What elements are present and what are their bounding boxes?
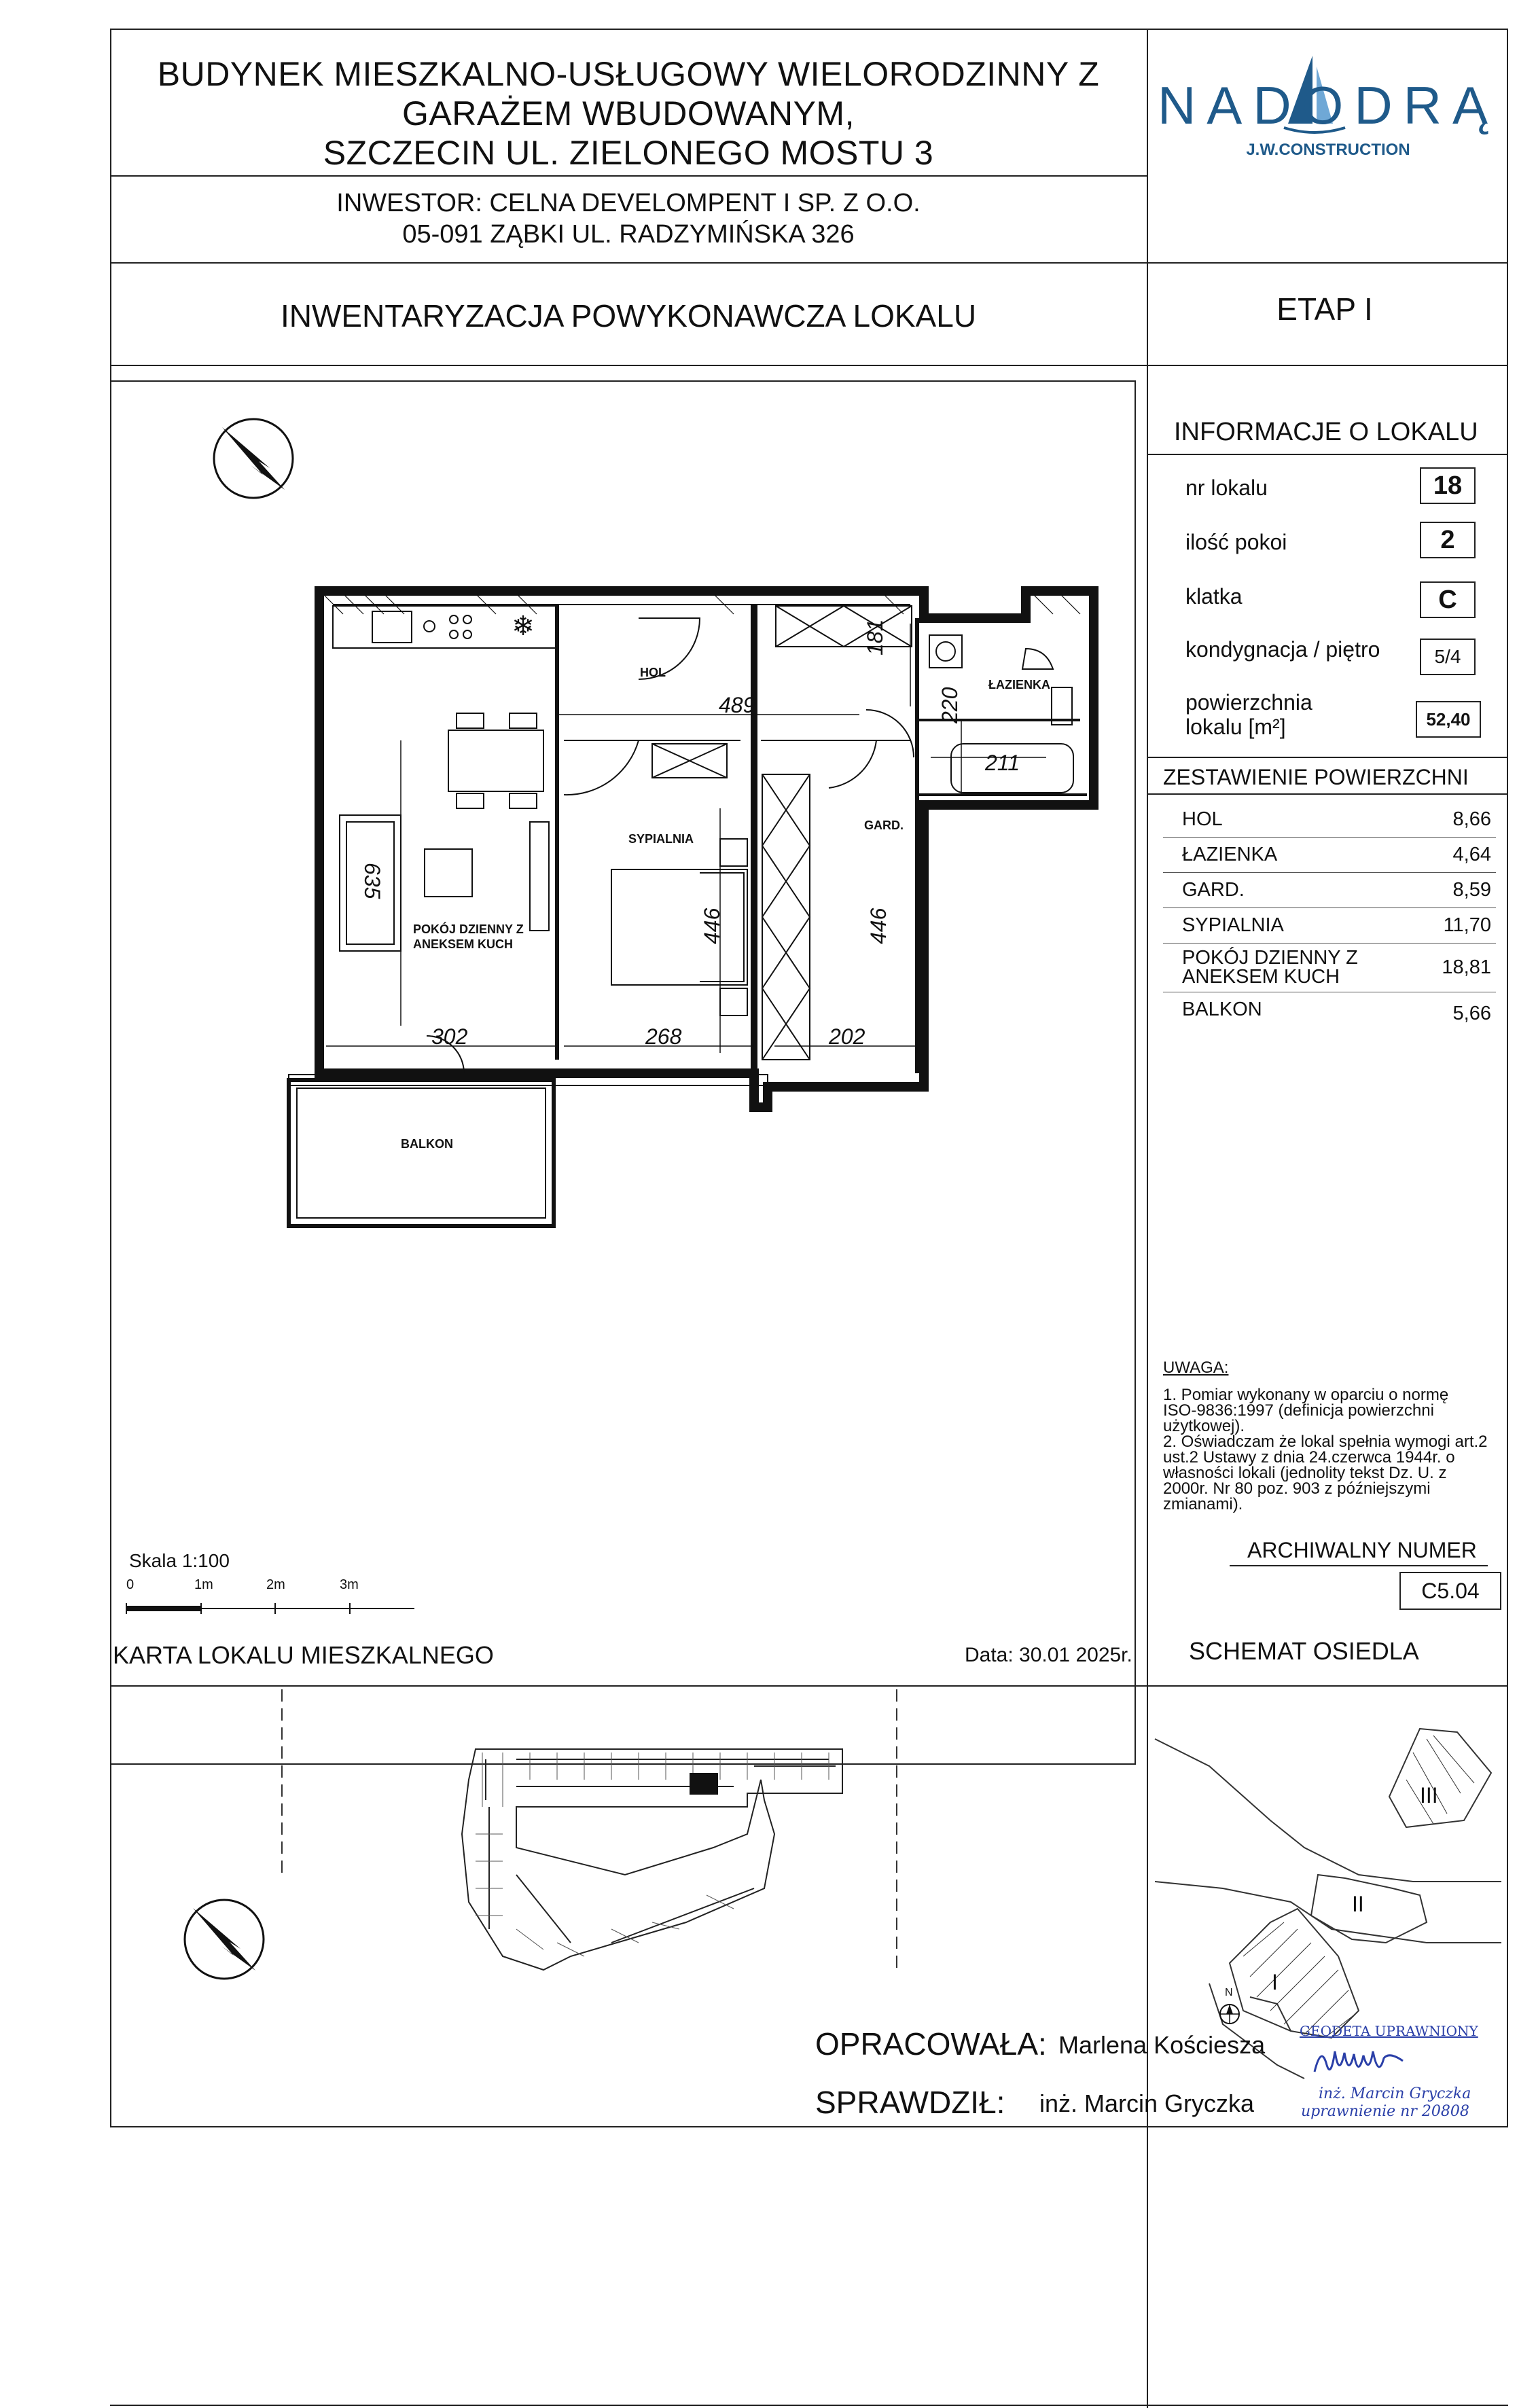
notes-line-7: 2000r. Nr 80 poz. 903 z późniejszymi — [1163, 1479, 1431, 1498]
dim-181: 181 — [863, 619, 887, 655]
area-row-value-balkon: 5,66 — [1452, 1003, 1491, 1024]
info-value-floor: 5/4 — [1420, 639, 1476, 675]
dim-268: 268 — [645, 1024, 682, 1049]
room-label-gard: GARD. — [864, 819, 904, 832]
area-row-value-pokoj: 18,81 — [1442, 956, 1491, 978]
info-label-rooms: ilość pokoi — [1185, 530, 1287, 554]
room-label-hol: HOL — [640, 666, 666, 679]
notes-line-8: zmianami). — [1163, 1495, 1243, 1513]
info-label-floor: kondygnacja / piętro — [1185, 637, 1380, 662]
info-label-unit-number: nr lokalu — [1185, 475, 1268, 500]
notes-line-1: 1. Pomiar wykonany w oparciu o normę — [1163, 1386, 1449, 1404]
info-label-staircase: klatka — [1185, 584, 1243, 609]
room-label-balkon: BALKON — [401, 1137, 453, 1151]
notes-line-5: ust.2 Ustawy z dnia 24.czerwca 1944r. o — [1163, 1448, 1455, 1467]
scale-tick-3m: 3m — [340, 1577, 359, 1592]
logo-brand: NADODRĄ — [1157, 75, 1499, 135]
scale-tick-0: 0 — [126, 1577, 135, 1592]
north-arrow-icon — [185, 1900, 264, 1979]
prepared-label: OPRACOWAŁA: — [815, 2026, 1047, 2062]
area-row-value-gard: 8,59 — [1452, 879, 1491, 901]
area-row-value-lazienka: 4,64 — [1452, 844, 1491, 865]
notes-line-3: użytkowej). — [1163, 1417, 1245, 1435]
dim-202: 202 — [829, 1024, 865, 1049]
fridge-icon: ❄ — [512, 611, 535, 641]
archive-label: ARCHIWALNY NUMER — [1247, 1538, 1477, 1562]
room-label-pokoj-1: POKÓJ DZIENNY Z — [413, 922, 524, 936]
surveyor-stamp — [1294, 2023, 1498, 2125]
info-value-staircase: C — [1420, 581, 1476, 618]
site-north-label: N — [1225, 1987, 1233, 1998]
stamp-line-2: inż. Marcin Gryczka — [1319, 2085, 1471, 2102]
site-building-1: I — [1272, 1970, 1278, 1994]
checked-label: SPRAWDZIŁ: — [815, 2085, 1005, 2120]
stamp-line-1: GEODETA UPRAWNIONY — [1300, 2023, 1478, 2039]
investor-line-2: 05-091 ZĄBKI UL. RADZYMIŃSKA 326 — [402, 220, 855, 249]
info-value-area: 52,40 — [1416, 701, 1481, 738]
area-row-value-sypialnia: 11,70 — [1443, 914, 1491, 936]
card-label: KARTA LOKALU MIESZKALNEGO — [113, 1641, 494, 1669]
room-label-sypialnia: SYPIALNIA — [628, 832, 694, 846]
unit-highlight — [690, 1773, 718, 1795]
area-row-name-gard: GARD. — [1182, 879, 1245, 901]
building-title-line-1: BUDYNEK MIESZKALNO-USŁUGOWY WIELORODZINNY Z — [157, 55, 1100, 93]
dim-635: 635 — [360, 863, 385, 899]
dim-220: 220 — [937, 687, 962, 723]
area-row-name-sypialnia: SYPIALNIA — [1182, 914, 1284, 936]
room-label-lazienka: ŁAZIENKA — [988, 678, 1050, 691]
dim-446-a: 446 — [700, 908, 724, 944]
dim-302: 302 — [431, 1024, 468, 1049]
building-title-line-3: SZCZECIN UL. ZIELONEGO MOSTU 3 — [323, 134, 934, 172]
document-title: INWENTARYZACJA POWYKONAWCZA LOKALU — [280, 298, 977, 334]
scale-tick-2m: 2m — [266, 1577, 285, 1592]
area-row-name-pokoj-2: ANEKSEM KUCH — [1182, 966, 1340, 988]
building-title-line-2: GARAŻEM WBUDOWANYM, — [402, 94, 855, 132]
card-date: Data: 30.01 2025r. — [965, 1644, 1132, 1666]
notes-line-6: własności lokali (jednolity tekst Dz. U. z — [1163, 1464, 1447, 1482]
area-row-name-lazienka: ŁAZIENKA — [1182, 844, 1278, 865]
area-row-name-balkon: BALKON — [1182, 999, 1262, 1020]
notes-line-4: 2. Oświadczam że lokal spełnia wymogi art.2 — [1163, 1433, 1488, 1451]
site-building-2: II — [1352, 1892, 1364, 1916]
notes-heading: UWAGA: — [1163, 1359, 1229, 1377]
investor-line-1: INWESTOR: CELNA DEVELOMPENT I SP. Z O.O. — [336, 189, 921, 217]
scale-tick-1m: 1m — [194, 1577, 213, 1592]
site-label: SCHEMAT OSIEDLA — [1189, 1637, 1419, 1665]
site-building-3: III — [1420, 1783, 1438, 1808]
scale-label: Skala 1:100 — [129, 1550, 230, 1571]
signature-icon — [1308, 2038, 1410, 2085]
prepared-name: Marlena Kościesza — [1058, 2031, 1266, 2059]
checked-name: inż. Marcin Gryczka — [1039, 2089, 1255, 2117]
info-value-unit-number: 18 — [1420, 467, 1476, 504]
stamp-line-3: uprawnienie nr 20808 — [1301, 2103, 1469, 2120]
dim-446-b: 446 — [866, 908, 891, 944]
footer-rule — [110, 2405, 1508, 2406]
info-value-rooms: 2 — [1420, 522, 1476, 558]
dim-211: 211 — [985, 751, 1020, 775]
room-label-pokoj-2: ANEKSEM KUCH — [413, 937, 514, 951]
area-row-value-hol: 8,66 — [1452, 808, 1491, 830]
building-locator-map — [462, 1749, 842, 1970]
info-heading: INFORMACJE O LOKALU — [1174, 418, 1478, 446]
stage-label: ETAP I — [1276, 291, 1373, 327]
info-label-area-2: lokalu [m²] — [1185, 715, 1286, 739]
area-row-name-hol: HOL — [1182, 808, 1223, 830]
areas-heading: ZESTAWIENIE POWIERZCHNI — [1163, 765, 1469, 789]
notes-line-2: ISO-9836:1997 (definicja powierzchni — [1163, 1401, 1434, 1420]
logo-subtitle: J.W.CONSTRUCTION — [1246, 141, 1410, 159]
dim-489: 489 — [719, 693, 755, 717]
compass-n-icon — [1220, 2005, 1239, 2024]
north-arrow-icon — [214, 419, 293, 498]
archive-number: C5.04 — [1399, 1572, 1501, 1610]
info-label-area-1: powierzchnia — [1185, 690, 1312, 715]
area-row-name-pokoj-1: POKÓJ DZIENNY Z — [1182, 947, 1358, 969]
